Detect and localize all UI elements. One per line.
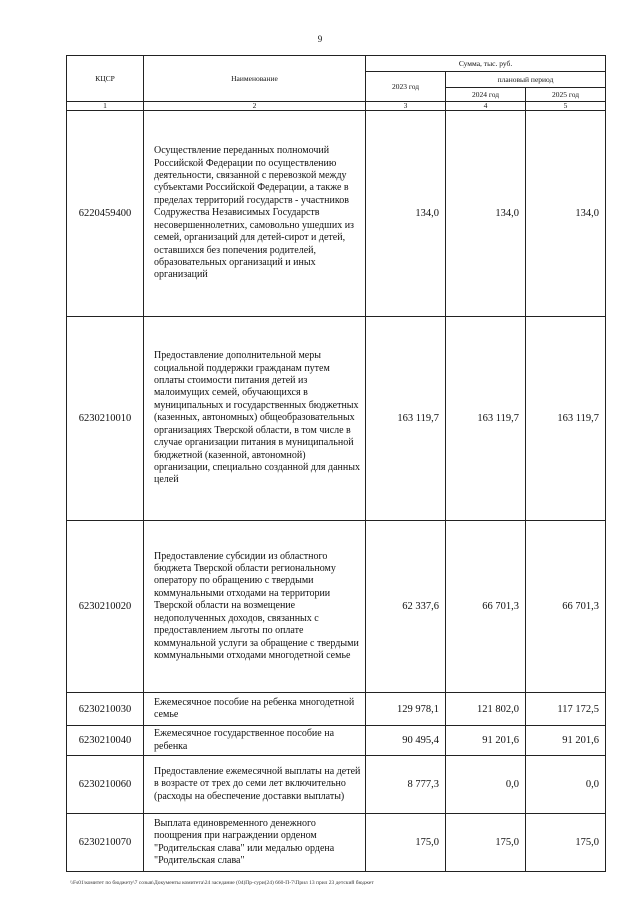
row-value-2023: 134,0 [366, 111, 446, 317]
row-code: 6230210020 [67, 521, 144, 693]
row-name: Предоставление дополнительной меры социальной поддержки гражданам путем оплаты стоимости питания детей из малоимущих семей, обучающихся в муниципальных и государственных бюджетных (казенных, автономных) общеобразовательных организациях Тверской области, в том числе в случае организации питания в муниципальной бюджетной (казенной, автономной) организации, специально созданной для данных целей [144, 317, 366, 521]
col-number: 5 [526, 102, 606, 111]
table-row [67, 111, 606, 317]
row-value-2025: 66 701,3 [526, 521, 606, 693]
table-row [67, 814, 606, 872]
header-year-2025: 2025 год [526, 88, 606, 102]
row-value-2024: 91 201,6 [446, 726, 526, 756]
table-row [67, 521, 606, 693]
table-row [67, 317, 606, 521]
header-name: Наименование [144, 56, 366, 102]
row-value-2025: 91 201,6 [526, 726, 606, 756]
row-value-2023: 129 978,1 [366, 693, 446, 726]
table-row [67, 693, 606, 726]
row-name: Ежемесячное пособие на ребенка многодетной семье [144, 693, 366, 726]
row-code: 6220459400 [67, 111, 144, 317]
table-row [67, 756, 606, 814]
col-number: 1 [67, 102, 144, 111]
row-name: Ежемесячное государственное пособие на ребенка [144, 726, 366, 756]
row-code: 6230210010 [67, 317, 144, 521]
header-sum: Сумма, тыс. руб. [366, 56, 606, 72]
row-value-2024: 134,0 [446, 111, 526, 317]
row-value-2023: 175,0 [366, 814, 446, 872]
col-number: 3 [366, 102, 446, 111]
row-value-2024: 175,0 [446, 814, 526, 872]
row-value-2025: 117 172,5 [526, 693, 606, 726]
row-code: 6230210040 [67, 726, 144, 756]
row-name: Осуществление переданных полномочий Российской Федерации по осуществлению деятельности, связанной с перевозкой между субъектами Российской Федерации, а также в пределах территорий государств - участников Содружества Независимых Государств несовершеннолетних, самовольно ушедших из семей, организаций для детей-сирот и детей, оставшихся без попечения родителей, образовательных организаций и иных организаций [144, 111, 366, 317]
row-name: Предоставление субсидии из областного бюджета Тверской области региональному оператору по обращению с твердыми коммунальными отходами на территории Тверской области на возмещение недополученных доходов, связанных с предоставлением льготы по оплате коммунальной услуги за обращение с твердыми коммунальными отходами многодетной семье [144, 521, 366, 693]
budget-table [66, 55, 606, 872]
row-value-2024: 0,0 [446, 756, 526, 814]
row-value-2024: 163 119,7 [446, 317, 526, 521]
row-value-2023: 62 337,6 [366, 521, 446, 693]
header-planned-period: плановый период [446, 72, 606, 88]
column-numbers-row [67, 102, 606, 111]
col-number: 2 [144, 102, 366, 111]
col-number: 4 [446, 102, 526, 111]
row-code: 6230210070 [67, 814, 144, 872]
row-value-2025: 134,0 [526, 111, 606, 317]
header-year-2024: 2024 год [446, 88, 526, 102]
table-row [67, 726, 606, 756]
row-name: Предоставление ежемесячной выплаты на детей в возрасте от трех до семи лет включительно (расходы на обеспечение доставки выплаты) [144, 756, 366, 814]
header-year-2023: 2023 год [366, 72, 446, 102]
row-name: Выплата единовременного денежного поощрения при награждении орденом "Родительская слава" или медалью ордена "Родительская слава" [144, 814, 366, 872]
row-value-2023: 8 777,3 [366, 756, 446, 814]
row-value-2023: 90 495,4 [366, 726, 446, 756]
footer-file-path: \\Fs01\комитет по бюджету\7 созыв\Документы комитета\24 заседание (04)Пр-сури(24) 660-П-7\Прил 13 прил 23 детский бюджет [70, 880, 374, 886]
row-value-2023: 163 119,7 [366, 317, 446, 521]
header-code: КЦСР [67, 56, 144, 102]
row-value-2024: 121 802,0 [446, 693, 526, 726]
row-value-2025: 175,0 [526, 814, 606, 872]
row-code: 6230210030 [67, 693, 144, 726]
row-value-2025: 0,0 [526, 756, 606, 814]
row-code: 6230210060 [67, 756, 144, 814]
row-value-2024: 66 701,3 [446, 521, 526, 693]
row-value-2025: 163 119,7 [526, 317, 606, 521]
page-number: 9 [317, 34, 323, 44]
